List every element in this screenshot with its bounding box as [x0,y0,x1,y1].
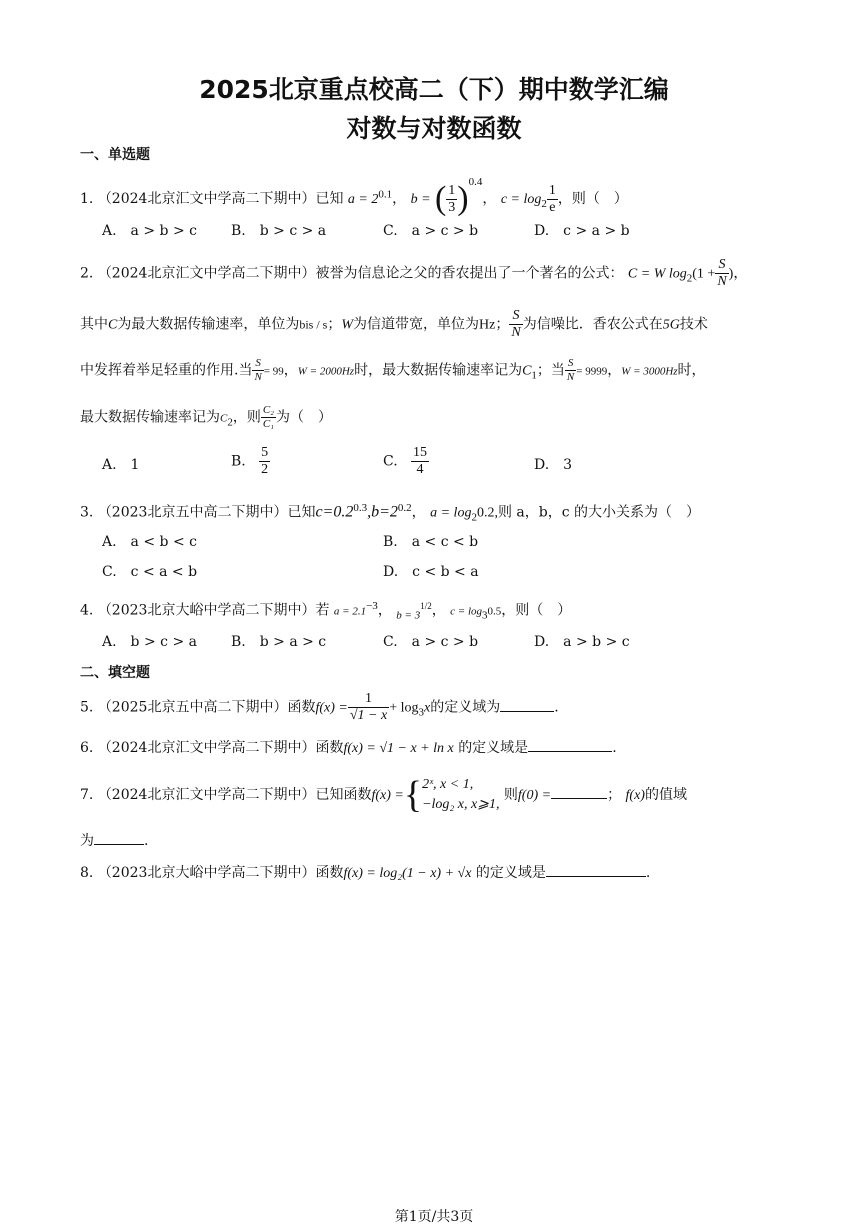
math-subscript: 3 [482,609,488,622]
option-a: A. b > c > a [102,634,197,650]
option-b: B. b > a > c [231,634,327,650]
question-tail: ，则（ ） [501,602,572,619]
math-fx: f(x) = [371,788,404,803]
fraction: $\frac{S}{N}$ [511,308,521,340]
text-segment: ；当 [536,362,565,379]
math-c: c=0.2 [315,503,354,521]
question-8 [80,862,650,884]
question-2-line-3: 中发挥着举足轻重的作用.当 $\frac{S}{N}$ = 99，W = 2000Hz时，最大数据传输速率记为$C_1$；当 $\frac{S}{N}$ = 9999，W = 3000Hz时， [80,357,706,383]
math-var: C [220,412,228,425]
math-formula-paren: (1 + [692,266,716,282]
question-2 [80,258,747,289]
option-d: D. a > b > c [534,634,630,650]
piecewise-case-2: −log₂ x, x⩾1, [422,797,500,812]
math-value: = 99 [263,365,284,378]
page-footer: 第1页/共3页 [394,1209,474,1225]
option-c [383,446,429,477]
period: . [554,699,559,716]
question-source: （2024北京汇文中学高二下期中）被誉为信息论之父的香农提出了一个著名的公式： [97,265,624,282]
math-var: C [522,363,532,379]
question-2-line-2 [80,309,708,340]
text-segment: 为 [80,833,94,849]
question-number: 5. [80,699,94,716]
question-tail: 则 a，b，c 的大小关系为（ ） [497,504,701,521]
math-exponent: 0.1 [378,188,393,201]
section-heading-fill-blank: 二、填空题 [80,665,150,681]
text-segment: 时， [677,362,706,379]
fraction: $\frac{S}{N}$ [254,357,262,383]
math-subscript: 2 [227,416,233,429]
math-a: a = 2.1 [333,605,367,618]
period: . [144,833,149,849]
option-d: D. c > a > b [534,223,630,239]
math-var: C [108,317,118,333]
section-heading-single-choice: 一、单选题 [80,147,150,163]
math-value: = 9999 [576,365,608,378]
text-segment: 中发挥着举足轻重的作用.当 [80,362,253,379]
question-source: （2024北京汇文中学高二下期中）已知 [97,191,344,207]
question-7-line-2 [80,830,148,851]
math-exponent: 0.3 [353,502,368,514]
answer-blank[interactable] [500,697,554,712]
math-value: W = 2000Hz [297,365,355,378]
text-segment: 则 [503,787,518,803]
math-expr: f(x) = log₂(1 − x) + √x [343,866,472,881]
question-number: 1. [80,191,94,207]
question-source: （2024北京汇文中学高二下期中）已知函数 [97,787,372,803]
fraction: $\frac{1}{√1 - x}$ [349,691,388,723]
answer-blank[interactable] [551,784,607,799]
question-tail: 的定义域为 [430,699,501,716]
answer-blank[interactable] [94,830,144,845]
math-b: b = 3 [396,609,421,622]
question-number: 8. [80,865,94,881]
text-segment: ； [607,787,622,803]
question-tail: 的定义域是 [458,740,529,756]
text-segment: 为信道带宽，单位为 [353,316,480,333]
math-fx: f(x) [625,788,645,803]
text-segment: 为最大数据传输速率，单位为 [117,316,300,333]
option-a: A. 1 [102,457,140,473]
option-label: B. [231,453,246,470]
question-1: 1. （2024北京汇文中学高二下期中）已知 $a = 2^{0.1}$， b = ( $\frac{1}{3}$ )$^{0.4}$， $c = \log_2$ $\frac{1}{e}$ ，则（ ） [80,176,628,217]
piecewise-cases [422,775,499,815]
math-exponent: 0.2 [397,502,412,514]
answer-blank[interactable] [528,737,612,752]
question-number: 3. [80,504,94,521]
math-f0: f(0) = [517,788,552,803]
math-a: a = 2 [347,192,379,207]
text-segment: 技术 [679,316,708,333]
option-a: A. a > b > c [102,223,197,239]
option-label: C. [383,453,398,470]
option-d: D. 3 [534,457,573,473]
period: . [645,865,651,881]
text-segment: 最大数据传输速率记为 [80,409,220,426]
page-title: 2025北京重点校高二（下）期中数学汇编 [199,75,669,104]
option-c: C. a > c > b [383,634,479,650]
question-source: （2025北京五中高二下期中）函数 [97,699,316,716]
question-2-line-4 [80,405,332,432]
question-source: （2023北京大峪中学高二下期中）若 [97,602,330,619]
question-7: 7. （2024北京汇文中学高二下期中）已知函数f(x) ={ 2ˣ, x < 1, −log₂ x, x⩾1, 则f(0) = ； f(x)的值域 [80,774,687,816]
math-c: c = log [500,192,542,207]
text-segment: 为信噪比．香农公式在 [522,316,663,333]
option-b: B. b > c > a [231,223,327,239]
math-c-tail: 0.5 [487,605,502,618]
option-d: D. c < b < a [383,564,479,580]
math-exponent: 0.4 [468,176,483,188]
text-segment: ； [495,316,510,333]
math-subscript: 3 [418,706,424,719]
math-formula-end: )， [728,266,748,282]
question-tail: ，则（ ） [557,191,628,207]
math-fx: f(x) = [315,700,348,716]
fraction: $\frac{S}{N}$ [717,257,727,289]
question-4: 4. （2023北京大峪中学高二下期中）若 $a = 2.1^{-3}$， $_{b = 3}^{1/2}$， $c = \log_30.5$，则（ ） [80,600,572,622]
text-segment: 时，最大数据传输速率记为 [354,362,523,379]
text-segment: 为（ ） [276,409,333,426]
math-formula: C = W log [627,266,687,282]
question-5 [80,692,559,723]
math-a: a = log [430,505,472,521]
fraction: $\frac{S}{N}$ [566,357,575,383]
math-value: W = 3000Hz [621,365,678,378]
math-var: x [423,700,431,716]
fraction: $\frac{1}{3}$ [448,182,456,215]
option-a: A. a < b < c [102,534,197,550]
question-6 [80,737,617,759]
math-c: c = log [450,605,483,618]
math-subscript: 2 [686,272,693,285]
math-var: W [341,317,354,333]
fraction: $\frac{\text{C₂}}{\text{C₁}}$ [262,404,275,430]
question-number: 7. [80,787,94,803]
question-tail: 的定义域是 [475,865,546,881]
math-expr: f(x) = √1 − x + ln x [343,741,454,756]
math-exponent: −3 [366,600,378,612]
option-c: C. c < a < b [102,564,198,580]
math-a-tail: 0.2, [476,505,498,521]
math-exponent: 1/2 [420,601,432,611]
fraction: $\frac{15}{4}$ [413,445,428,477]
option-c: C. a > c > b [383,223,479,239]
question-tail: 的值域 [644,787,687,803]
text-segment: 其中 [80,316,108,333]
piecewise-case-1: 2ˣ, x < 1, [422,777,474,792]
math-b: ,b=2 [367,503,398,521]
math-subscript: 2 [471,511,477,524]
answer-blank[interactable] [546,862,646,877]
math-var: 5G [662,317,680,333]
fraction: $\frac{5}{2}$ [261,445,269,477]
question-source: （2023北京五中高二下期中）已知 [97,504,316,521]
period: . [612,740,617,756]
question-3: 3. （2023北京五中高二下期中）已知$c=0.2^{0.3},b=2^{0.2}$， $a = \log_20.2$,则 a，b，c 的大小关系为（ ） [80,502,701,524]
text-segment: ，则 [232,409,261,426]
math-b: b = [410,192,431,207]
math-plus-log: + log [389,700,419,716]
option-b: B. a < c < b [383,534,479,550]
option-b [231,446,270,477]
math-subscript: 2 [541,197,547,210]
question-number: 2. [80,265,94,282]
question-source: （2024北京汇文中学高二下期中）函数 [97,740,344,756]
math-unit: bis / s [299,317,328,332]
page-subtitle: 对数与对数函数 [346,114,522,143]
text-segment: ； [327,316,342,333]
question-source: （2023北京大峪中学高二下期中）函数 [97,865,344,881]
question-number: 6. [80,740,94,756]
question-number: 4. [80,602,94,619]
fraction: $\frac{1}{e}$ [548,182,556,215]
math-unit: Hz [479,317,496,333]
math-subscript: 1 [531,369,537,382]
